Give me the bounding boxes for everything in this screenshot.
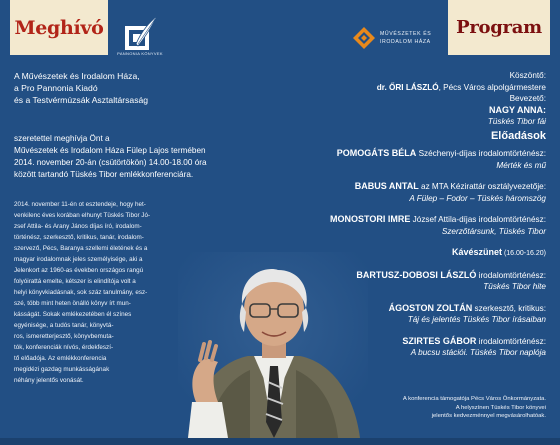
welcome-speaker: dr. ŐRI LÁSZLÓ (376, 82, 439, 92)
program-title: Program (456, 17, 542, 38)
paragraph-line: szé, több mint heten önálló könyv írt mun- (14, 300, 131, 307)
lecture-speaker-line (266, 270, 546, 282)
lecture-speaker: BARTUSZ-DOBOSI LÁSZLÓ (356, 269, 477, 280)
invitation-line: 2014. november 20-án (csütörtökön) 14.00-18.00 óra (14, 158, 207, 167)
paragraph-line: néhány jelentős vonását. (14, 377, 84, 384)
lecture-speaker: BABUS ANTAL (354, 181, 419, 191)
paragraph-line: folyóirattá emelte, kétszer is elindítója volt a (14, 278, 136, 285)
lecture-speaker: MONOSTORI IMRE (330, 214, 411, 224)
paragraph-line: megidézi gazdag munkásságának (14, 366, 110, 373)
lecture-speaker-role: irodalomtörténész: (476, 336, 546, 346)
spacer (266, 237, 546, 247)
lecture-speaker-role: irodalomtörténész: (476, 270, 546, 280)
invitation-line: között tartandó Tüskés Tibor emlékkonferenciára. (14, 170, 194, 179)
spacer (266, 260, 546, 270)
paragraph-line: Jelenkort az 1960-as években országos rangú (14, 267, 144, 274)
lecture-title: Tüskés Tibor hite (483, 282, 546, 291)
sponsor-line: A konferencia támogatója Pécs Város Önkormányzata. (402, 396, 546, 402)
paragraph-line: egyénisége, a tudós tanár, könyvtá- (14, 322, 114, 329)
mh-caption-line1: MŰVÉSZETEK ÉS (380, 31, 432, 37)
meghivo-title: Meghívó (14, 16, 104, 39)
break-line (266, 247, 546, 260)
welcome-speaker-role: , Pécs Város alpolgármestere (438, 82, 546, 92)
invitation-block (14, 133, 284, 181)
lecture-speaker-line (266, 303, 546, 315)
mh-caption-line2: IRODALOM HÁZA (380, 39, 431, 45)
intro-label: Bevezető: (509, 94, 546, 103)
paragraph-line: szervező, Pécs, Baranya szellemi életének és a (14, 245, 148, 252)
paragraph-line: helyi könyvkiadásnak, sok száz tanulmány, esz- (14, 289, 148, 296)
biography-paragraph (14, 199, 196, 386)
lecture-speaker-line (266, 181, 546, 193)
intro-speaker: NAGY ANNA: (488, 104, 546, 115)
spacer (266, 204, 546, 214)
lecture-speaker-role: Széchenyi-díjas irodalomtörténész: (416, 149, 546, 158)
paragraph-line: 2014. november 11-én ot esztendeje, hogy het- (14, 201, 146, 208)
lecture-title: Mérték és mű (496, 160, 546, 170)
lecture-title: Szerzőtársunk, Tüskés Tibor (441, 226, 546, 236)
lecture-speaker-line (266, 336, 546, 348)
muveszetek-haza-caption (380, 30, 431, 46)
paragraph-line: történész, szerkesztő, kritikus, tanár, irodalom- (14, 234, 144, 241)
lecture-speaker-line (266, 148, 546, 160)
paragraph-line: venkilenc éves korában elhunyt Tüskés Tibor Jó- (14, 212, 151, 219)
paragraph-line: zsef Attila- és Arany János díjas író, irodalom- (14, 223, 142, 230)
host-line: A Művészetek és Irodalom Háza, (14, 71, 140, 81)
break-time: (16.00-16.20) (502, 250, 546, 257)
hosts-block (14, 70, 274, 106)
pro-pannonia-caption: PANNONIA KÖNYVEK (117, 51, 163, 56)
lecture-speaker: SZIRTES GÁBOR (402, 335, 477, 346)
welcome-line (266, 82, 546, 94)
lecture-title: A bucsu stációi. Tüskés Tibor naplója (410, 348, 546, 357)
meghivo-title-box (10, 0, 108, 55)
lecture-speaker-role: József Attila-díjas irodalomtörténész: (410, 215, 546, 224)
muveszetek-haza-logo-icon (352, 26, 376, 50)
spacer (266, 293, 546, 303)
program-title-box (448, 0, 550, 55)
welcome-label: Köszöntő: (509, 71, 546, 80)
break-label: Kávészünet (451, 247, 503, 257)
paragraph-line: kásságát. Sokak emlékezetében él színes (14, 311, 132, 318)
intro-title: Tüskés Tibor fái (487, 117, 546, 126)
lecture-speaker-role: az MTA Kézirattár osztályvezetője: (418, 182, 546, 191)
lecture-speaker-line (266, 214, 546, 226)
lecture-speaker: ÁGOSTON ZOLTÁN (388, 302, 473, 313)
paragraph-line: tók, konferenciák nívós, érdekfeszí- (14, 344, 114, 351)
sponsor-line: A helyszínen Tüskés Tibor könyvei (455, 404, 546, 411)
paragraph-line: magyar irodalomnak jeles személyisége, aki a (14, 256, 143, 263)
paragraph-line: tő előadója. Az emlékkonferencia (14, 355, 107, 362)
program-list (266, 70, 546, 359)
paragraph-line: ros, ismeretterjesztő, könyvbemuta- (14, 333, 114, 340)
bottom-strip (0, 438, 560, 445)
sponsor-note (306, 395, 546, 421)
lecture-speaker: POMOGÁTS BÉLA (336, 148, 417, 158)
lecture-title: Táj és jelentés Tüskés Tibor írásaiban (407, 315, 546, 324)
sponsor-line: jelentős kedvezménnyel megvásárolhatóak. (431, 413, 546, 420)
invitation-line: Művészetek és Irodalom Háza Fülep Lajos termében (14, 146, 206, 155)
spacer (266, 171, 546, 181)
host-line: a Pro Pannonia Kiadó (14, 83, 98, 93)
lecture-title: A Fülep – Fodor – Tüskés háromszög (409, 193, 546, 203)
lectures-heading: Előadások (490, 129, 546, 142)
lecture-speaker-role: szerkesztő, kritikus: (472, 303, 546, 313)
spacer (266, 326, 546, 336)
invitation-line: szeretettel meghívja Önt a (14, 134, 110, 143)
host-line: és a Testvérmúzsák Asztaltársaság (14, 95, 149, 105)
